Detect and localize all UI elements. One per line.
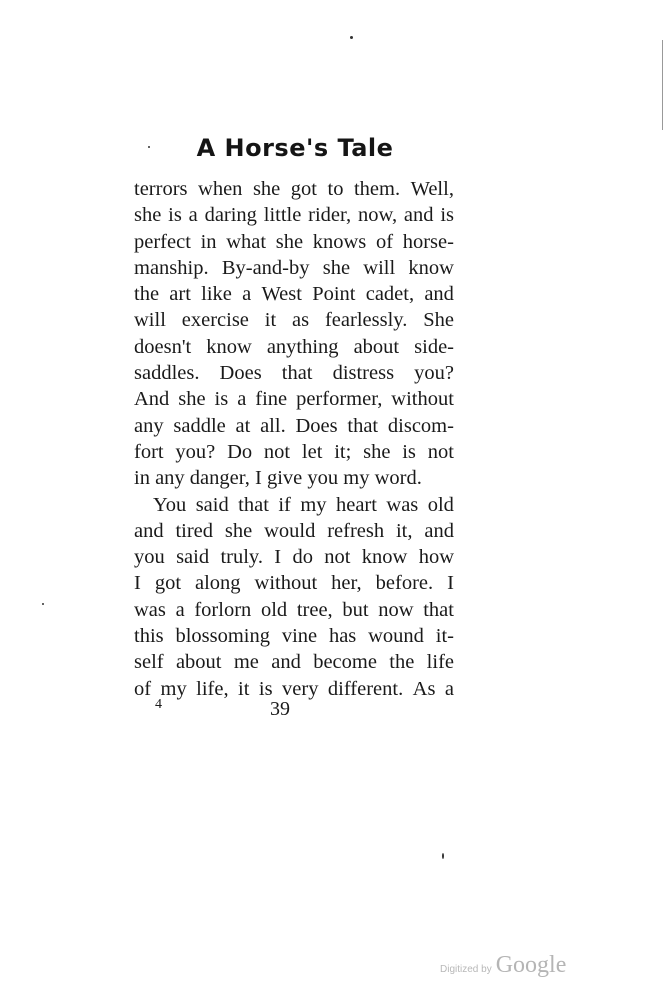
text-line: self about me and become the life (134, 651, 454, 674)
watermark-brand: Google (495, 952, 567, 978)
body-text (134, 176, 454, 702)
text-line: this blossoming vine has wound it- (134, 625, 454, 648)
scan-speck (442, 853, 444, 859)
digitized-watermark (440, 952, 566, 979)
text-line: any saddle at all. Does that discom- (134, 414, 454, 437)
text-line: terrors when she got to them. Well, (134, 178, 454, 200)
text-line: saddles. Does that distress you? (134, 362, 454, 385)
page-number: 39 (270, 698, 290, 720)
page-edge-shadow (662, 40, 663, 130)
watermark-prefix: Digitized by (440, 964, 492, 975)
text-line: And she is a fine performer, without (134, 388, 454, 411)
text-line: will exercise it as fearlessly. She (134, 309, 454, 332)
scan-speck (42, 603, 44, 605)
text-line: manship. By-and-by she will know (134, 256, 454, 279)
running-title: A Horse's Tale (196, 134, 394, 162)
signature-mark: 4 (155, 697, 162, 712)
text-line: was a forlorn old tree, but now that (134, 598, 454, 621)
text-line: fort you? Do not let it; she is not (134, 440, 454, 463)
text-line: she is a daring little rider, now, and is (134, 204, 454, 227)
text-line: of my life, it is very different. As a (134, 677, 454, 700)
text-line: I got along without her, before. I (134, 572, 454, 595)
text-line: you said truly. I do not know how (134, 546, 454, 569)
text-line: the art like a West Point cadet, and (134, 283, 454, 306)
text-line: doesn't know anything about side- (134, 335, 454, 358)
text-line: and tired she would refresh it, and (134, 519, 454, 542)
scan-speck (350, 36, 353, 39)
text-line: in any danger, I give you my word. (134, 467, 422, 490)
text-line: You said that if my heart was old (153, 493, 454, 516)
text-line: perfect in what she knows of horse- (134, 230, 454, 253)
